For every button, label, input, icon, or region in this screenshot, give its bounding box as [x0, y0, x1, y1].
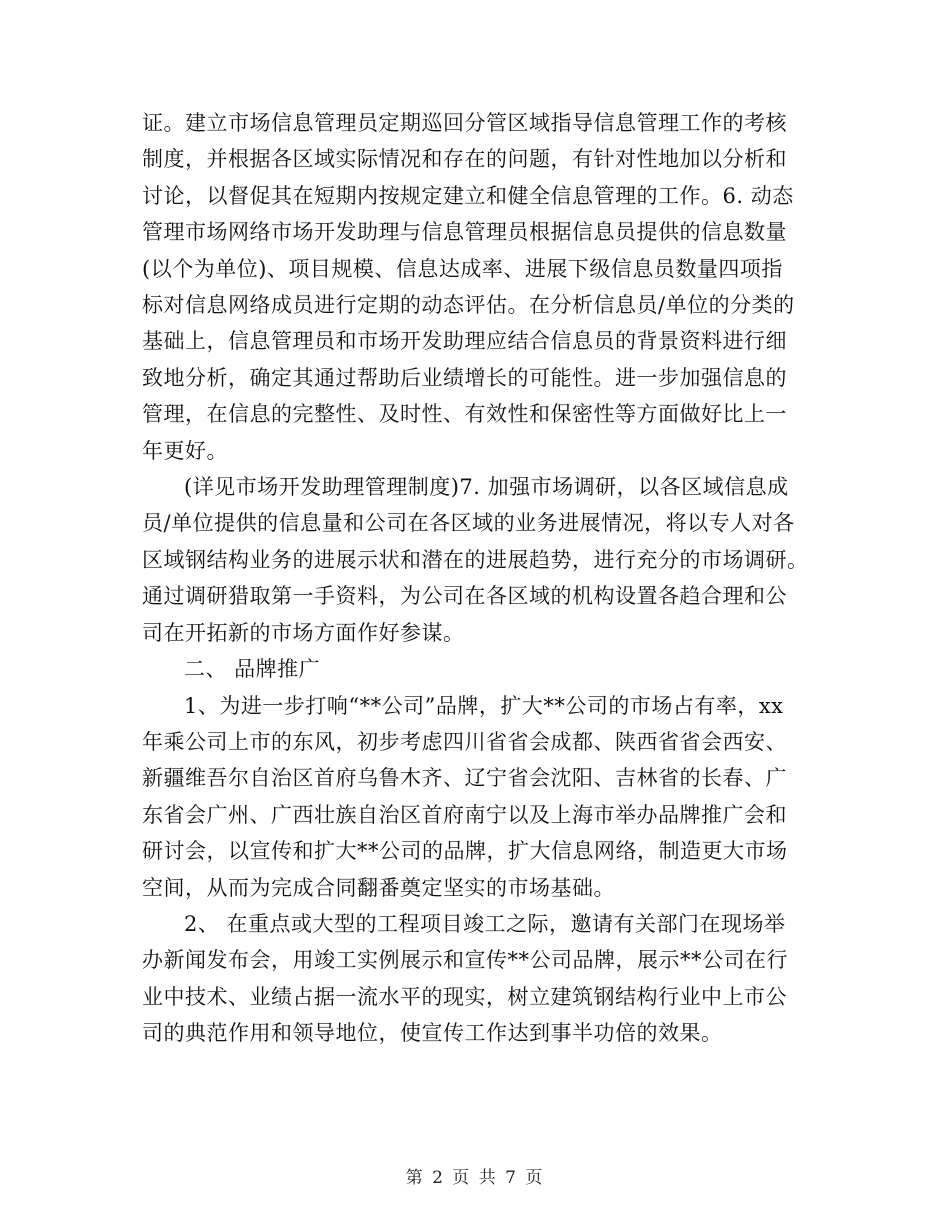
text-line: 年乘公司上市的东风，初步考虑四川省省会成都、陕西省省会西安、: [142, 729, 787, 754]
text-line: 二、 品牌推广: [184, 657, 321, 682]
page-number-footer: 第 2 页 共 7 页: [405, 1168, 545, 1188]
text-line: 管理，在信息的完整性、及时性、有效性和保密性等方面做好比上一: [142, 402, 787, 427]
text-line: (详见市场开发助理管理制度)7. 加强市场调研，以各区域信息成: [184, 475, 789, 500]
text-line: 年更好。: [142, 438, 228, 463]
paragraph-3: [142, 688, 810, 906]
text-line: 制度，并根据各区域实际情况和存在的问题，有针对性地加以分析和: [142, 147, 787, 172]
text-line: 办新闻发布会，用竣工实例展示和宣传**公司品牌，展示**公司在行: [142, 948, 788, 973]
text-line: 区域钢结构业务的进展示状和潜在的进展趋势，进行充分的市场调研。: [142, 547, 809, 572]
text-line: 致地分析，确定其通过帮助后业绩增长的可能性。进一步加强信息的: [142, 365, 787, 390]
text-line: 业中技术、业绩占据一流水平的现实，树立建筑钢结构行业中上市公: [142, 984, 787, 1009]
text-line: 司的典范作用和领导地位，使宣传工作达到事半功倍的效果。: [142, 1021, 723, 1046]
text-line: 东省会广州、广西壮族自治区首府南宁以及上海市举办品牌推广会和: [142, 802, 787, 827]
text-line: 标对信息网络成员进行定期的动态评估。在分析信息员/单位的分类的: [142, 293, 795, 318]
text-line: 基础上，信息管理员和市场开发助理应结合信息员的背景资料进行细: [142, 329, 787, 354]
section-heading: [142, 651, 810, 687]
text-line: 证。建立市场信息管理员定期巡回分管区域指导信息管理工作的考核: [142, 111, 787, 135]
paragraph-2: [142, 469, 810, 651]
text-line: 通过调研猎取第一手资料，为公司在各区域的机构设置各趋合理和公: [142, 584, 787, 609]
paragraph-4: [142, 906, 810, 1052]
text-line: 1、为进一步打响“**公司”品牌，扩大**公司的市场占有率，xx: [184, 693, 784, 718]
document-body: [142, 105, 810, 1052]
text-line: 空间，从而为完成合同翻番奠定坚实的市场基础。: [142, 875, 615, 900]
text-line: 新疆维吾尔自治区首府乌鲁木齐、辽宁省会沈阳、吉林省的长春、广: [142, 766, 787, 791]
text-line: (以个为单位)、项目规模、信息达成率、进展下级信息员数量四项指: [142, 256, 783, 281]
paragraph-1: [142, 105, 810, 469]
text-line: 管理市场网络市场开发助理与信息管理员根据信息员提供的信息数量: [142, 220, 787, 245]
text-line: 研讨会，以宣传和扩大**公司的品牌，扩大信息网络，制造更大市场: [142, 839, 788, 864]
text-line: 讨论，以督促其在短期内按规定建立和健全信息管理的工作。6. 动态: [142, 183, 794, 208]
text-line: 员/单位提供的信息量和公司在各区域的业务进展情况，将以专人对各: [142, 511, 795, 536]
text-line: 2、 在重点或大型的工程项目竣工之际，邀请有关部门在现场举: [184, 911, 786, 936]
text-line: 司在开拓新的市场方面作好参谋。: [142, 620, 465, 645]
